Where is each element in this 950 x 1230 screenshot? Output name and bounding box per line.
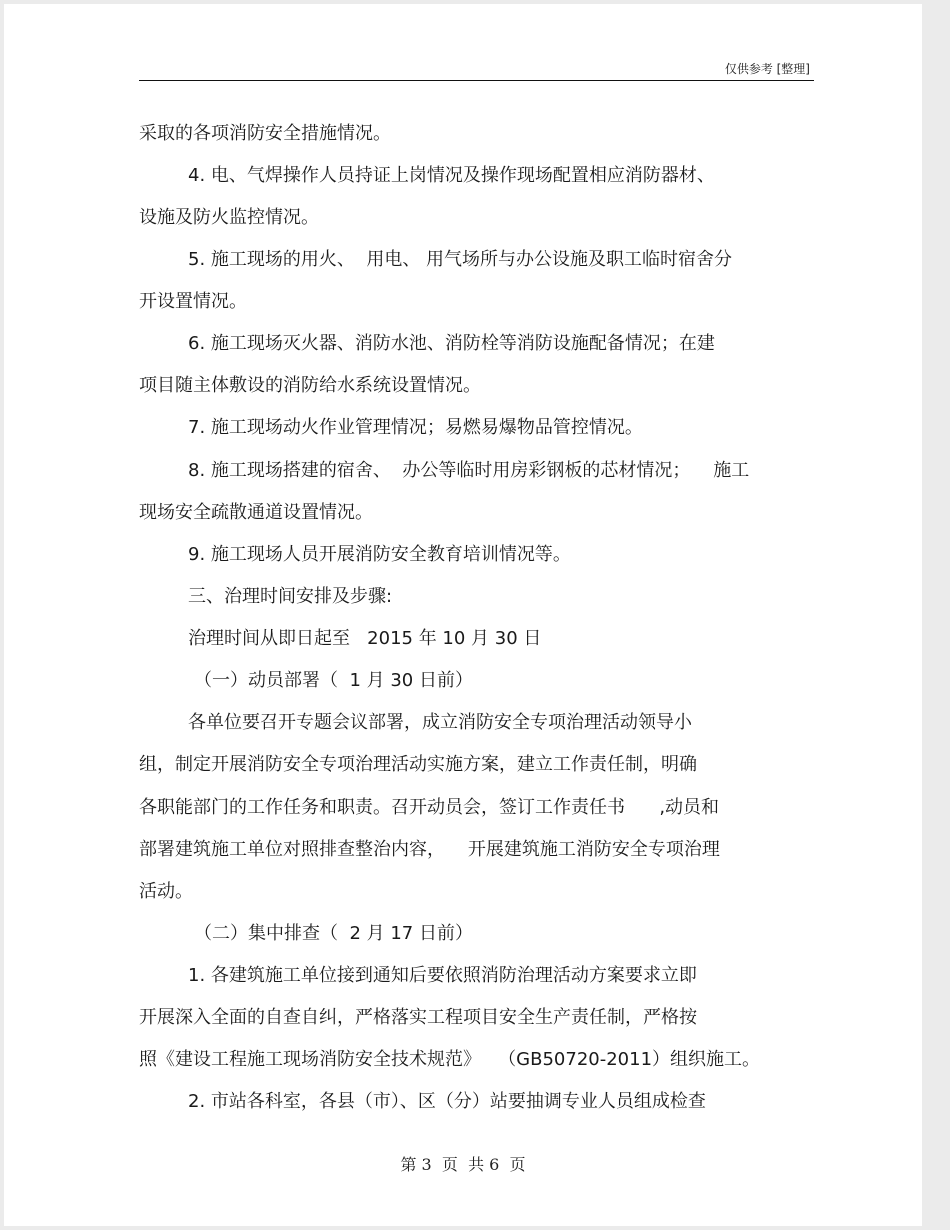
body-line: 项目随主体敷设的消防给水系统设置情况。 bbox=[139, 375, 481, 396]
document-page bbox=[4, 4, 922, 1226]
body-line: 活动。 bbox=[139, 881, 193, 902]
body-line: 各单位要召开专题会议部署，成立消防安全专项治理活动领导小 bbox=[188, 712, 692, 733]
body-line: 6. 施工现场灭火器、消防水池、消防栓等消防设施配备情况；在建 bbox=[188, 333, 715, 354]
header-note: 仅供参考 [整理] bbox=[724, 62, 810, 76]
body-line: 设施及防火监控情况。 bbox=[139, 207, 319, 228]
subsection-heading: （一）动员部署（ 1 月 30 日前） bbox=[194, 670, 473, 691]
subsection-heading: （二）集中排查（ 2 月 17 日前） bbox=[194, 923, 473, 944]
section-heading: 三、治理时间安排及步骤: bbox=[188, 586, 393, 607]
body-line: 开设置情况。 bbox=[139, 291, 247, 312]
body-line: 7. 施工现场动火作业管理情况；易燃易爆物品管控情况。 bbox=[188, 417, 643, 438]
body-line: 照《建设工程施工现场消防安全技术规范》 （GB50720-2011）组织施工。 bbox=[139, 1049, 761, 1070]
body-line: 8. 施工现场搭建的宿舍、 办公等临时用房彩钢板的芯材情况； 施工 bbox=[188, 460, 750, 481]
body-line: 2. 市站各科室，各县（市）、区（分）站要抽调专业人员组成检查 bbox=[188, 1091, 706, 1112]
page-number: 第 3 页 共 6 页 bbox=[400, 1155, 526, 1174]
body-line: 各职能部门的工作任务和职责。召开动员会，签订工作责任书 ,动员和 bbox=[139, 797, 720, 818]
body-line: 现场安全疏散通道设置情况。 bbox=[139, 502, 373, 523]
body-line: 1. 各建筑施工单位接到通知后要依照消防治理活动方案要求立即 bbox=[188, 965, 697, 986]
header-divider bbox=[139, 80, 814, 81]
body-line: 开展深入全面的自查自纠，严格落实工程项目安全生产责任制，严格按 bbox=[139, 1007, 697, 1028]
body-line: 采取的各项消防安全措施情况。 bbox=[139, 123, 391, 144]
body-line: 4. 电、气焊操作人员持证上岗情况及操作现场配置相应消防器材、 bbox=[188, 165, 715, 186]
body-line: 组，制定开展消防安全专项治理活动实施方案，建立工作责任制，明确 bbox=[139, 754, 697, 775]
body-line: 部署建筑施工单位对照排查整治内容， 开展建筑施工消防安全专项治理 bbox=[139, 839, 720, 860]
body-line: 治理时间从即日起至 2015 年 10 月 30 日 bbox=[188, 628, 542, 649]
body-line: 5. 施工现场的用火、 用电、 用气场所与办公设施及职工临时宿舍分 bbox=[188, 249, 733, 270]
body-line: 9. 施工现场人员开展消防安全教育培训情况等。 bbox=[188, 544, 571, 565]
